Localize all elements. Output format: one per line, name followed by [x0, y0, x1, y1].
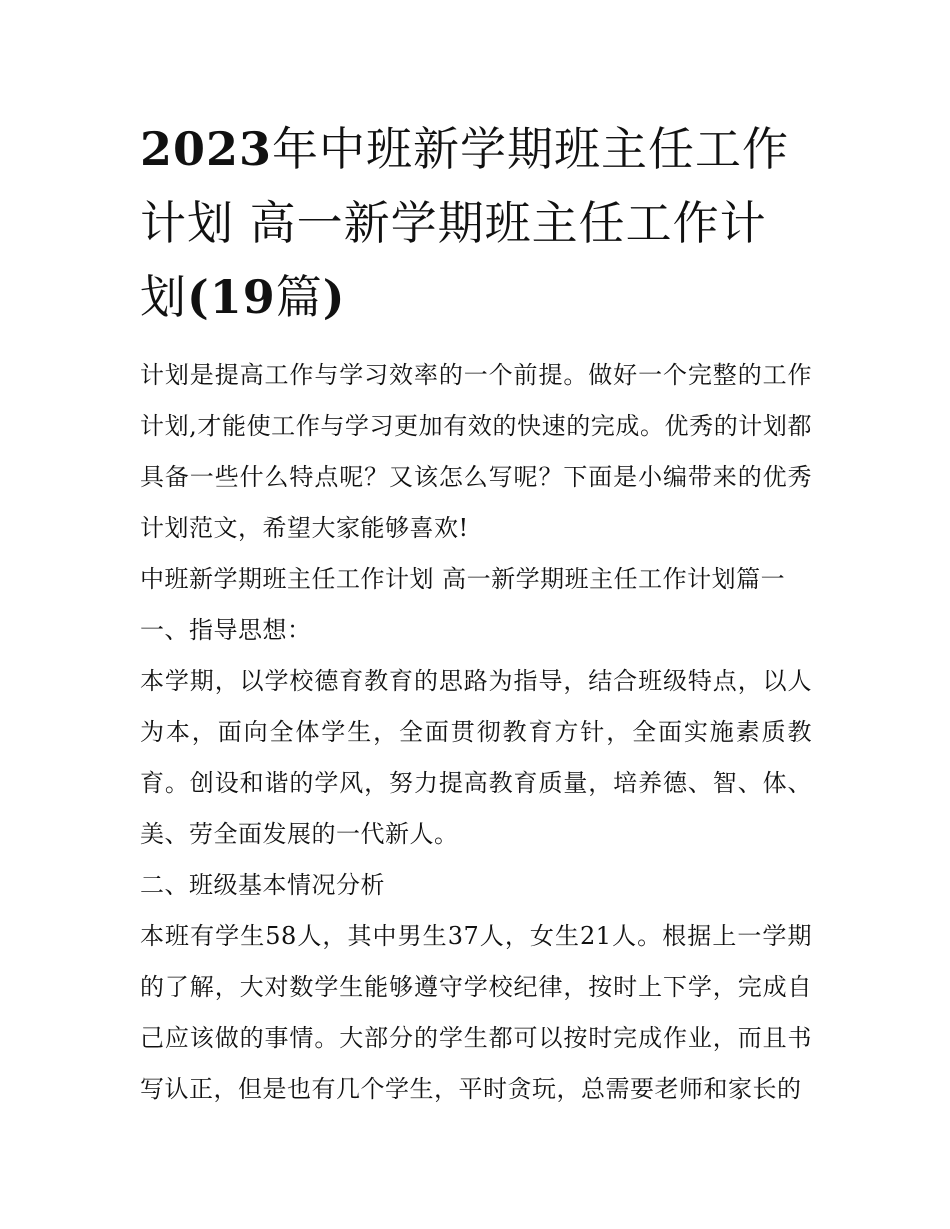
section-heading-part-one: 中班新学期班主任工作计划 高一新学期班主任工作计划篇一: [140, 565, 786, 593]
class-analysis-paragraph: 本班有学生58人，其中男生37人，女生21人。根据上一学期的了解，大对数学生能够遵守学校纪律，按时上下学，完成自己应该做的事情。大部分的学生都可以按时完成作业，而且书写认正，但是也有几个学生，平时贪玩，总需要老师和家长的: [140, 922, 812, 1103]
intro-paragraph: 计划是提高工作与学习效率的一个前提。做好一个完整的工作计划,才能使工作与学习更加有效的快速的完成。优秀的计划都具备一些什么特点呢？又该怎么写呢？下面是小编带来的优秀计划范文，希望大家能够喜欢!: [140, 361, 812, 542]
heading-guiding-ideology: 一、指导思想：: [140, 616, 312, 644]
document-body: [140, 350, 812, 1115]
document-page: [140, 112, 812, 1115]
guiding-ideology-paragraph: 本学期，以学校德育教育的思路为指导，结合班级特点，以人为本，面向全体学生，全面贯彻教育方针，全面实施素质教育。创设和谐的学风，努力提高教育质量，培养德、智、体、美、劳全面发展的一代新人。: [140, 667, 812, 848]
document-title: 2023年中班新学期班主任工作计划 高一新学期班主任工作计划(19篇): [140, 122, 790, 324]
heading-class-analysis: 二、班级基本情况分析: [140, 871, 385, 899]
